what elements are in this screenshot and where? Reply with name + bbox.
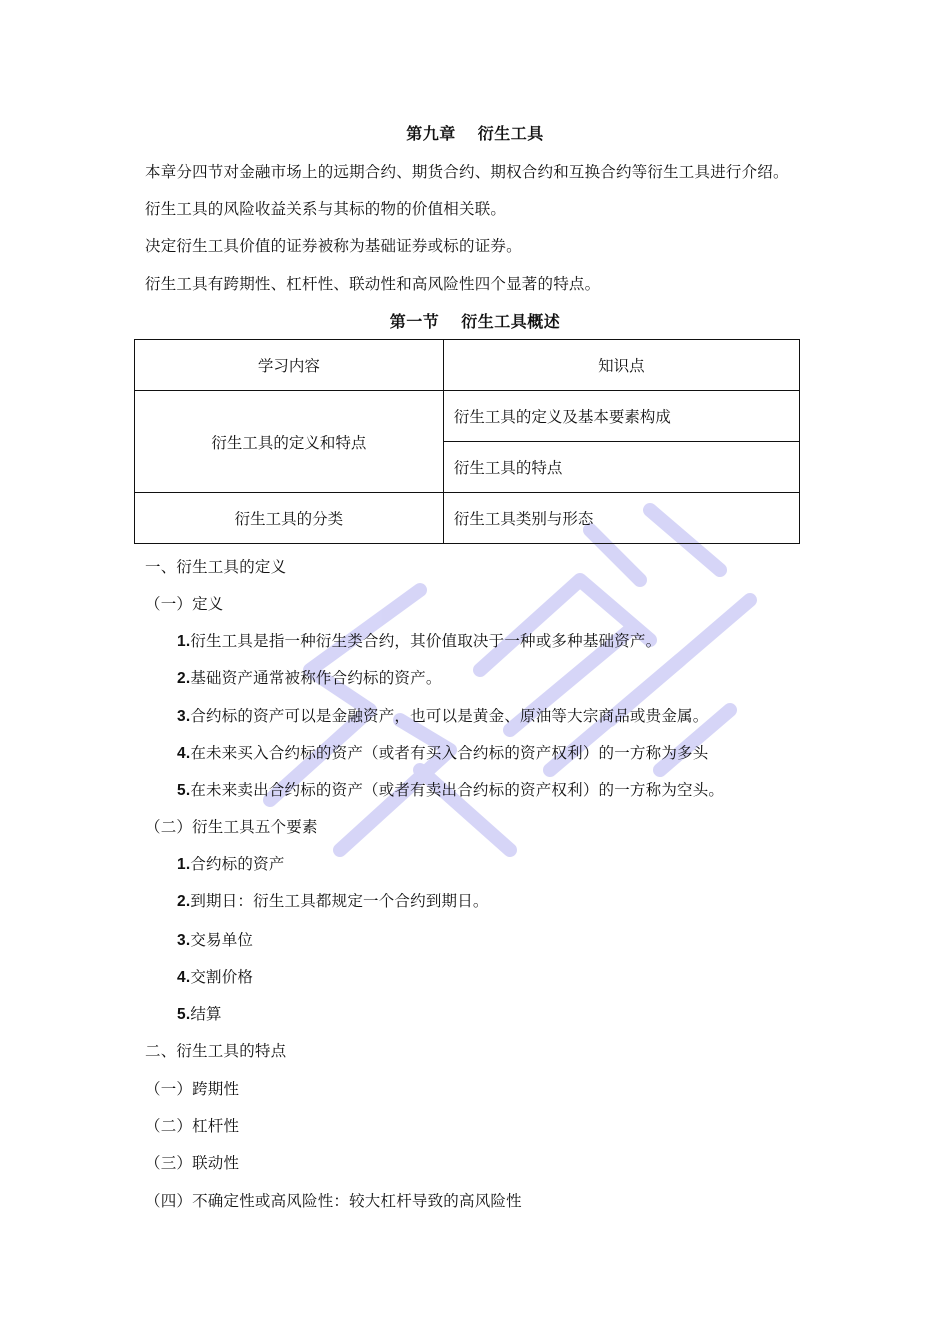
intro-paragraph-1: 本章分四节对金融市场上的远期合约、期货合约、期权合约和互换合约等衍生工具进行介绍。 [145,163,789,181]
row-content-cell: 衍生工具的分类 [135,493,444,544]
header-content-cell: 学习内容 [135,340,444,391]
heading-definition: 一、衍生工具的定义 [145,558,287,576]
table-row [135,391,800,442]
list-item: （一）跨期性 [145,1080,240,1098]
list-item: （二）杠杆性 [145,1117,240,1135]
list-item: 1.合约标的资产 [177,855,285,873]
intro-paragraph-4: 衍生工具有跨期性、杠杆性、联动性和高风险性四个显著的特点。 [145,275,601,293]
row-content-cell: 衍生工具的定义和特点 [135,391,444,493]
list-item: 1.衍生工具是指一种衍生类合约，其价值取决于一种或多种基础资产。 [177,632,662,650]
table-header-row [135,340,800,391]
intro-paragraph-2: 衍生工具的风险收益关系与其标的物的价值相关联。 [145,200,507,218]
heading-characteristics: 二、衍生工具的特点 [145,1042,287,1060]
list-item: 4.交割价格 [177,968,254,986]
header-points-cell: 知识点 [443,340,799,391]
list-item: 2.基础资产通常被称作合约标的资产。 [177,669,442,687]
list-item: 2.到期日：衍生工具都规定一个合约到期日。 [177,892,489,910]
list-item: 5.在未来卖出合约标的资产（或者有卖出合约标的资产权利）的一方称为空头。 [177,781,725,799]
list-item: 4.在未来买入合约标的资产（或者有买入合约标的资产权利）的一方称为多头 [177,744,709,762]
table-row [135,493,800,544]
list-item: 5.结算 [177,1005,222,1023]
intro-paragraph-3: 决定衍生工具价值的证券被称为基础证券或标的证券。 [145,237,522,255]
row-point-cell: 衍生工具类别与形态 [443,493,799,544]
row-point-cell: 衍生工具的特点 [443,442,799,493]
row-point-cell: 衍生工具的定义及基本要素构成 [443,391,799,442]
subheading-elements: （二）衍生工具五个要素 [145,818,318,836]
topics-table [134,339,800,544]
list-item: （三）联动性 [145,1154,240,1172]
section-title: 第一节 衍生工具概述 [389,312,561,331]
list-item: 3.交易单位 [177,931,254,949]
chapter-title: 第九章 衍生工具 [406,124,544,143]
subheading-definition: （一）定义 [145,595,224,613]
list-item: （四）不确定性或高风险性：较大杠杆导致的高风险性 [145,1192,522,1210]
list-item: 3.合约标的资产可以是金融资产，也可以是黄金、原油等大宗商品或贵金属。 [177,707,709,725]
